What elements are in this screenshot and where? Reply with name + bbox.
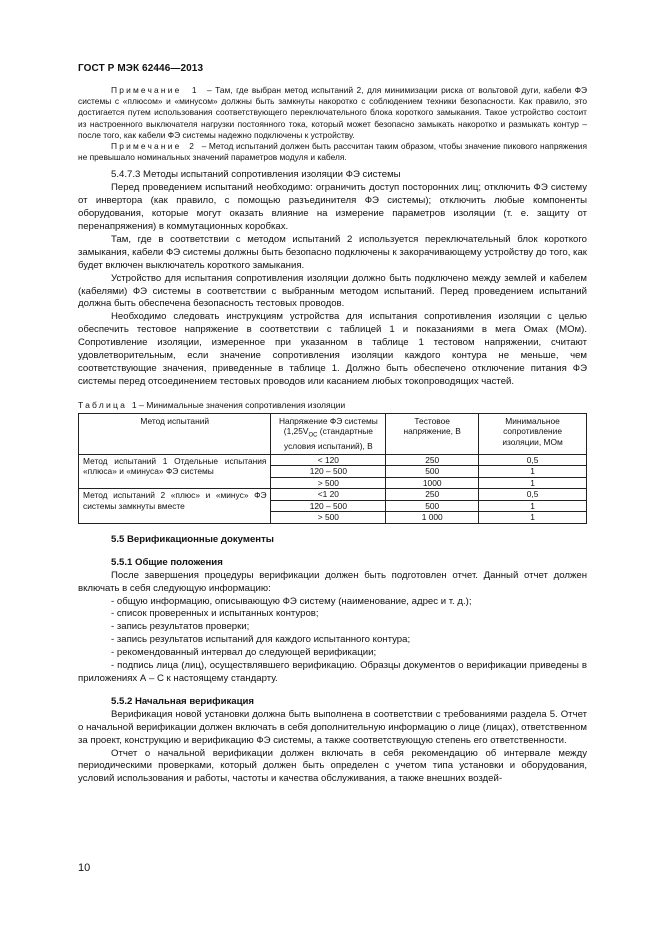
resistance-cell: 0,5 [479,454,587,466]
note-2-number: 2 [189,141,194,152]
voltage-cell: < 120 [271,454,386,466]
page-body [78,85,587,786]
col-header-method: Метод испытаний [79,413,271,454]
paragraph: Необходимо следовать инструкциям устройства для испытания сопротивления изоляции с целью обеспечить тестовое напряжение в соответствии с таблицей 1 и показаниями в мега Омах (МОм). Сопротивление изоляции, измеренное при указанном в таблице 1 тестовом напряжении, считают удовлетворительным, если значение сопротивления изоляции каждого контура не меньше, чем соответствующие значения, приведенные в таблице 1. Должно быть обеспечено отключение питания ФЭ системы перед отсоединением тестовых проводов или касанием любых токопроводящих частей. [78,311,587,387]
method-cell: Метод испытаний 1 Отдельные испытания «плюса» и «минуса» ФЭ системы [79,454,271,489]
section-5-5-1-title: 5.5.1 Общие положения [111,556,223,568]
voltage-cell: <1 20 [271,489,386,501]
table-1-number: 1 [131,399,137,410]
list-item: - список проверенных и испытанных контуров; [111,608,319,620]
test-voltage-cell: 250 [386,454,479,466]
table-row [79,489,587,501]
paragraph: Верификация новой установки должна быть выполнена в соответствии с требованиями раздела 5. Отчет о начальной верификации должен включать в себя дополнительную информацию о лице (лицах), ответственном за проект, конструкцию и верификацию ФЭ системы, а также соответствующую степень его ответственности. [78,708,587,746]
note-1-text: – Там, где выбран метод испытаний 2, для минимизации риска от вольтовой дуги, кабели ФЭ системы с «плюсом» и «минусом» должны быть замкнуты накоротко с соблюдением техники безопасности. Как правило, это достигается путем использования соответствующего переключательного блока короткого замыкания. Такое устройство состоит из настроенного выключателя нагрузки постоянного тока, который может безопасно замыкать накоротко и размыкать контур – после того, как кабели ФЭ системы надежно подключены к устройству. [78,85,587,140]
note-1-number: 1 [191,85,197,95]
list-item: - запись результатов испытаний для каждого испытанного контура; [111,634,411,646]
voltage-cell: > 500 [271,512,386,524]
note-1 [78,85,587,141]
paragraph: Там, где в соответствии с методом испытаний 2 используется переключательный блок короткого замыкания, кабели ФЭ системы должны быть безопасно подключены к закорачивающему устройству до того, как будет включен выключатель короткого замыкания. [78,233,587,271]
paragraph: После завершения процедуры верификации должен быть подготовлен отчет. Данный отчет должен включать в себя следующую информацию: [78,569,587,594]
voltage-cell: 120 – 500 [271,500,386,512]
list-item: - общую информацию, описывающую ФЭ систему (наименование, адрес и т. д.); [111,595,472,607]
resistance-cell: 1 [479,512,587,524]
test-voltage-cell: 500 [386,466,479,478]
note-2-text: – Метод испытаний должен быть рассчитан таким образом, чтобы значение пикового напряжения не превышало номинальных значений параметров модуля и кабеля. [78,141,588,163]
resistance-cell: 1 [479,466,587,478]
test-voltage-cell: 1000 [386,477,479,489]
resistance-cell: 1 [479,477,587,489]
col-header-voltage: Напряжение ФЭ системы ($1,25V_{OC}$ (стандартные условия испытаний), В [271,413,386,454]
note-1-label: Примечание [111,85,182,95]
table-1-caption-text: – Минимальные значения сопротивления изоляции [139,399,346,410]
insulation-resistance-table [78,413,587,524]
list-item: - запись результатов проверки; [111,621,250,633]
page-number: 10 [78,862,91,874]
standard-header: ГОСТ Р МЭК 62446—2013 [78,63,204,74]
list-item: - рекомендованный интервал до следующей верификации; [111,647,377,659]
resistance-cell: 0,5 [479,489,587,501]
section-5-5-2-title: 5.5.2 Начальная верификация [111,695,255,707]
test-voltage-cell: 1 000 [386,512,479,524]
test-voltage-cell: 500 [386,500,479,512]
note-2-label: Примечание [111,141,182,152]
resistance-cell: 1 [479,500,587,512]
table-row [79,454,587,466]
paragraph: Перед проведением испытаний необходимо: ограничить доступ посторонних лиц; отключить ФЭ систему от инвертора (как правило, с помощью разъединителя ФЭ системы); отключить любые компоненты оборудования, которые могут оказать влияние на измерение параметров изоляции (т. е. защиту от перенапряжения) в коммутационных коробках. [78,182,587,233]
test-voltage-cell: 250 [386,489,479,501]
note-2 [78,141,587,163]
voltage-cell: 120 – 500 [271,466,386,478]
col-header-test-voltage: Тестовое напряжение, В [386,413,479,454]
paragraph: Устройство для испытания сопротивления изоляции должно быть подключено между землей и кабелем (кабелями) ФЭ системы в соответствии с выбранным методом испытаний. Перед проведением испытаний должна быть обеспечена безопасность тестовых проводов. [78,272,587,310]
col-header-resistance: Минимальное сопротивление изоляции, МОм [479,413,587,454]
method-cell: Метод испытаний 2 «плюс» и «минус» ФЭ системы замкнуты вместе [79,489,271,524]
section-5-4-7-3-title: 5.4.7.3 Методы испытаний сопротивления изоляции ФЭ системы [111,169,401,181]
list-item-last: - подпись лица (лиц), осуществлявшего верификацию. Образцы документов о верификации приведены в приложениях А – С к настоящему стандарту. [78,660,587,684]
voltage-cell: > 500 [271,477,386,489]
paragraph: Отчет о начальной верификации должен включать в себя рекомендацию об интервале между периодическими проверками, который должен быть определен с учетом типа установки и оборудования, условий использования и работы, частоты и качества обслуживания, а также внешних воздей- [78,747,587,785]
table-1-label: Таблица [78,399,128,410]
table-1-caption [78,399,587,412]
table-header-row [79,413,587,454]
section-5-5-title: 5.5 Верификационные документы [111,533,274,545]
